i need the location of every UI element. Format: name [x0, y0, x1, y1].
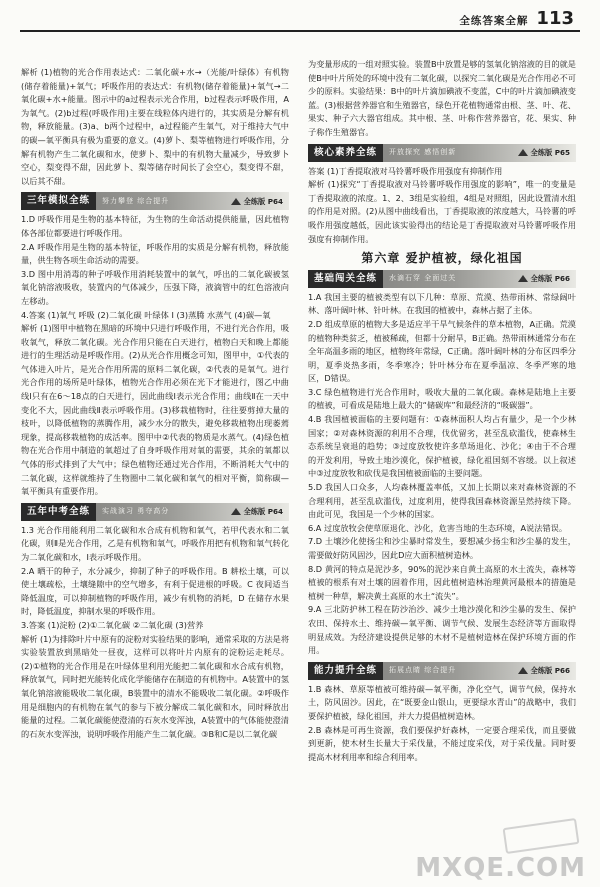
section-title: 三年模拟全练: [21, 192, 96, 210]
answer-item: 5.D 我国人口众多，人均森林覆盖率低，又加上长期以来对森林资源的不合理利用，甚至乱砍滥伐，过度利用，使得我国森林资源呈然持续下降。由此可见，我国是一个少林的国家。: [308, 482, 576, 520]
chapter-title: 第六章 爱护植被，绿化祖国: [361, 251, 523, 266]
section-title: 五年中考全练: [21, 503, 96, 521]
left-top-paragraph: 解析 (1)植物的光合作用表达式：二氧化碳+水→（光能/叶绿体）有机物(储存着能量)+氧气；呼吸作用的表达式：有机物(储存着能量)+氧气→二氧化碳+水+能量。图示中的a过程表示光合作用，b过程表示呼吸作用，A为氧气。(2)b过程(呼吸作用)主要在线粒体内进行的，其实质是分解有机物，释放能量。(3)a、b两个过程中，a过程能产生氧气，对于维持大气中的碳—氧平衡具有极为重要的意义。(4)萝卜、梨等植物进行呼吸作用，分解有机物产生二氧化碳和水，使萝卜、梨中的有机物大量减少，导致萝卜空心，梨变得不甜，因此萝卜、梨等储存时间长了会空心，梨变得不甜，以后其不甜。: [21, 67, 289, 186]
section-band-three-year: [21, 192, 289, 210]
triangle-icon: [518, 275, 528, 282]
answer-item: 3.答案 (1)淀粉 (2)①二氧化碳 ②二氧化碳 (3)营养: [21, 619, 204, 630]
header-rule: [20, 30, 580, 32]
answer-item: 3.C 绿色植物进行光合作用时，吸收大量的二氧化碳。森林是陆地上主要的植被，可看成是陆地上最大的“储碳库”和最经济的“吸碳器”。: [308, 386, 576, 411]
answer-item: 1.3 光合作用能利用二氧化碳和水合成有机物和氧气，若甲代表水和二氧化碳，则Ⅱ是光合作用，乙是有机物和氧气，呼吸作用把有机物和氧气转化为二氧化碳和水，Ⅰ表示呼吸作用。: [21, 524, 289, 562]
answer-item: 1.A 我国主要的植被类型有以下几种：草原、荒漠、热带雨林、常绿阔叶林、落叶阔叶林、针叶林。在我国的植被中，森林占据了主体。: [308, 291, 576, 316]
answer-item: 2.A 呼吸作用是生物的基本特征，呼吸作用的实质是分解有机物，释放能量，供生物各项生命活动的需要。: [21, 241, 289, 266]
book-title: 全练答案全解: [459, 15, 529, 27]
section-ref: 全练版 P66: [518, 272, 570, 286]
answer-item: 9.A 三北防护林工程在防沙治沙、减少土地沙漠化和沙尘暴的发生、保护农田、保持水土、维持碳—氧平衡、调节气候、发展生态经济等方面取得明显成效。为经济建设提供足够的木材不是植树造林在保护环境方面的作用。: [308, 604, 576, 656]
triangle-icon: [518, 149, 528, 156]
answer-item: 4.答案 (1)氧气 呼吸 (2)二氧化碳 叶绿体 Ⅰ (3)蒸腾 水蒸气 (4)碳—氧: [21, 309, 271, 320]
triangle-icon: [231, 198, 241, 205]
right-top-paragraph: 为变量形成的一组对照实验。装置B中放置是够的氢氧化钠溶液的目的就是使B中叶片所处的环境中没有二氧化碳，以探究二氧化碳是光合作用必不可少的原料。实验结果：B中的叶片滴加碘液不变蓝，C中的叶片滴加碘液变蓝。(3)根据营养器官和生殖器官，绿色开花植物通常由根、茎、叶、花、果实、种子六大器官组成。其中根、茎、叶称作营养器官，花、果实、种子称作生殖器官。: [308, 59, 576, 137]
answer-item: 解析 (1)为排除叶片中原有的淀粉对实验结果的影响，通常采取的方法是将实验装置放到黑暗处一昼夜，这样可以将叶片内原有的淀粉运走耗尽。(2)①植物的光合作用是在叶绿体里利用光能把二氧化碳和水合成有机物，释放氧气，同时把光能转化成化学能储存在制造的有机物中。A装置中的氢氧化钠溶液能吸收二氧化碳，B装置中的清水不能吸收二氧化碳。②呼吸作用是细胞内的有机物在氧气的参与下被分解成二氧化碳和水，同时释放出能量的过程。二氧化碳能使澄清的石灰水变浑浊，A装置中的气体能使澄清的石灰水变浑浊，说明呼吸作用能产生二氧化碳。③B和C是以二氧化碳: [21, 633, 289, 739]
answer-item: 4.B 我国植被面临的主要问题有：①森林面积人均占有量少，是一个少林国家；②对森林资源的利用不合理，伐优留劣，甚至乱砍滥伐，使森林生态系统呈衰退的趋势；③过度放牧使许多草场退化、沙化；④由于不合理的开发利用，导致土地沙漠化，保护植被，绿化祖国刻不容缓。以上叙述中③过度放牧和砍伐是我国植被面临的主要问题。: [308, 414, 576, 479]
section-ref: 全练版 P64: [231, 505, 283, 519]
section-ref: 全练版 P65: [518, 146, 570, 160]
section-subtitle: 实战演习 勇夺高分: [102, 507, 170, 516]
section-ref: 全练版 P66: [518, 664, 570, 678]
answer-item: 8.D 黄河的特点是泥沙多，90%的泥沙来自黄土高原的水土流失，森林等植被的根系有对土壤的固着作用，因此植树造林治理黄河最根本的措施是植树一种草，解决黄土高原的水土“流失”。: [308, 563, 576, 601]
section-ref: 全练版 P64: [231, 195, 283, 209]
answer-item: 1.B 森林、草原等植被可维持碳—氧平衡，净化空气，调节气候，保持水土，防风固沙。因此，在“既要金山银山，更要绿水青山”的战略中，我们要保护植被，绿化祖国，并大力提倡植树造林。: [308, 683, 576, 721]
answer-item: 2.A 晒干的种子，水分减少，抑制了种子的呼吸作用。B 耕松土壤，可以使土壤疏松，土壤缝隙中的空气增多，有利于促进根的呼吸。C 夜间适当降低温度，可以抑制植物的呼吸作用，减少有机物的消耗，D 在储存水果时，降低温度，抑制水果的呼吸作用。: [21, 565, 289, 617]
left-column: [21, 66, 289, 871]
answer-item: 解析 (1)图甲中植物在黑暗的环境中只进行呼吸作用，不进行光合作用，吸收氧气，释放二氧化碳。光合作用只能在白天进行，植物白天和晚上都能进行的生理活动是呼吸作用。(2)从光合作用概念可知，图甲中，①代表的气体进入叶片，是光合作用所需的原料二氧化碳，②代表的是氧气。进行光合作用的场所是叶绿体，植物光合作用必须在光下才能进行，图乙中曲线Ⅰ只有在6～18点的白天进行，因此曲线Ⅰ表示光合作用；曲线Ⅱ在一天中变化不大，因此曲线Ⅱ表示呼吸作用。(3)移栽植物时，往往要剪掉大量的枝叶，以降低植物的蒸腾作用，减少水分的散失，避免移栽植物出现萎蔫现象，提高移栽植物的成活率。图甲中②代表的物质是水蒸气。(4)绿色植物在光合作用中制造的氧超过了自身呼吸作用对氧的需要，其余的氧都以气体的形式排到了大气中；绿色植物还通过光合作用，不断消耗大气中的二氧化碳，这样就维持了生物圈中二氧化碳和氧气的相对平衡，简称碳—氧平衡具有重要作用。: [21, 323, 289, 497]
triangle-icon: [518, 667, 528, 674]
answer-item: 2.B 森林是可再生资源，我们要保护好森林，一定要合理采伐，而且要做到更新，使木材生长量大于采伐量，不能过度采伐，对于采伐量。同时要提高木材利用率和综合利用率。: [308, 724, 576, 762]
section-title: 基础闯关全练: [308, 270, 383, 288]
section-band-ability: [308, 662, 576, 680]
right-column: [308, 58, 576, 863]
section-title: 核心素养全练: [308, 144, 383, 162]
answer-item: 3.D 图中用消毒的种子呼吸作用消耗装置中的氧气，呼出的二氧化碳被氢氧化钠溶液吸收，装置内的气体减少，压强下降，液滴管中的红色溶液向左移动。: [21, 268, 289, 306]
answer-item: 2.D 组成草原的植物大多是适应半干旱气候条件的草本植物，A正确。荒漠的植物种类贫乏，植被稀疏，但都十分耐旱，B正确。热带雨林通常分布在全年高温多雨的地区，植物终年常绿，C正确。落叶阔叶林的分布区四季分明，夏季炎热多雨，冬季寒冷；针叶林分布在夏季温凉、冬季严寒的地区，D错误。: [308, 318, 576, 384]
triangle-icon: [231, 508, 241, 515]
watermark: MXQE.COM: [415, 853, 586, 883]
section-subtitle: 水滴石穿 全面过关: [389, 273, 457, 282]
answer-item: 答案 (1)丁香提取液对马铃薯呼吸作用强度有抑制作用: [308, 165, 503, 176]
section-subtitle: 拓展点睛 综合提升: [389, 665, 457, 674]
answer-item: 1.D 呼吸作用是生物的基本特征，为生物的生命活动提供能量，因此植物体各部位都要进行呼吸作用。: [21, 214, 289, 238]
answer-item: 7.D 土壤沙化使扬尘和沙尘暴时常发生，要想减少扬尘和沙尘暴的发生，需要做好防风固沙，因此D应大面积植树造林。: [308, 536, 576, 560]
section-band-five-year: [21, 503, 289, 521]
section-title: 能力提升全练: [308, 662, 383, 680]
page-header: [459, 8, 574, 28]
answer-item: 6.A 过度放牧会使草原退化、沙化，危害当地的生态环境，A说法错误。: [308, 522, 568, 533]
section-band-core: [308, 144, 576, 162]
page-number: 113: [536, 8, 574, 29]
section-subtitle: 努力攀登 综合提升: [102, 196, 170, 205]
answer-item: 解析 (1)探究“丁香提取液对马铃薯呼吸作用强度的影响”，唯一的变量是丁香提取液的浓度。1、2、3组是实验组，4组是对照组，因此设置清水组的作用是对照。(2)从图中曲线看出，丁香提取液的浓度越大，马铃薯的呼吸作用强度越低，因此该实验得出的结论是丁香提取液对马铃薯呼吸作用强度有抑制作用。: [308, 179, 576, 244]
section-band-basic: [308, 270, 576, 288]
section-subtitle: 开放探究 感悟创新: [389, 147, 457, 156]
